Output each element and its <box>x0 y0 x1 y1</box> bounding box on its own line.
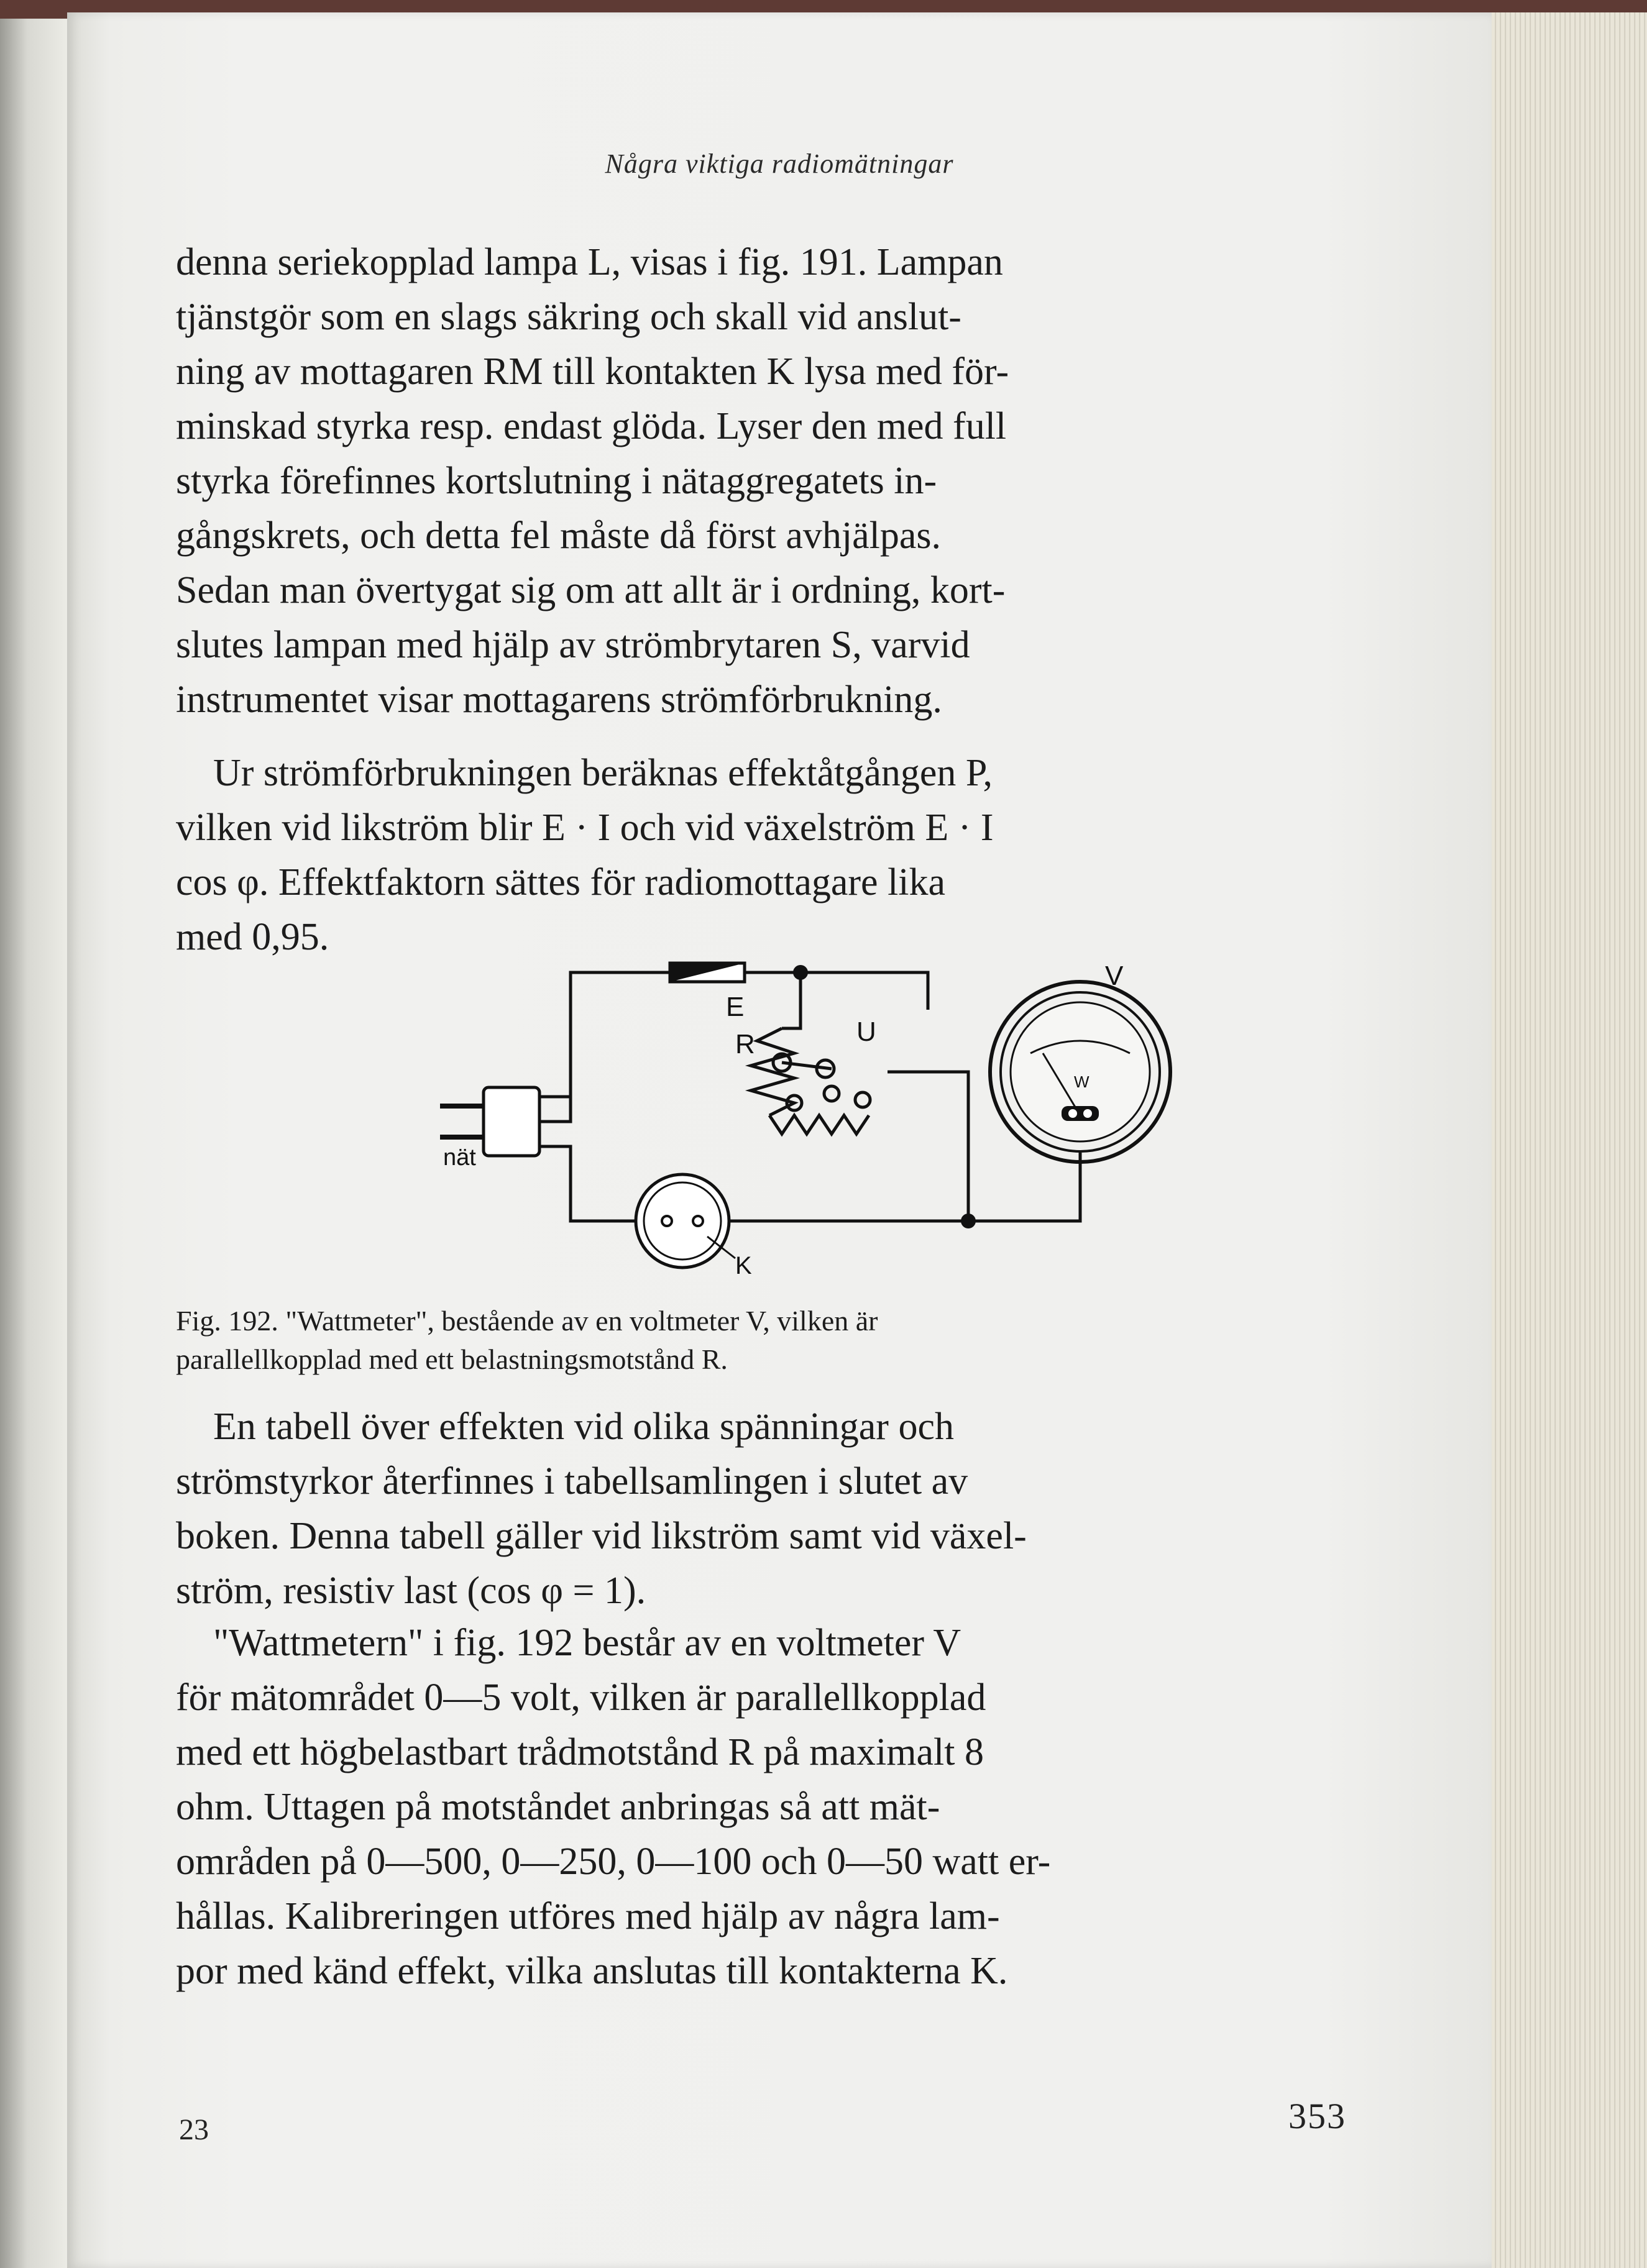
paragraph-1: denna seriekopplad lampa L, visas i fig. 191. Lampan tjänstgör som en slags säkring och skall vid anslut- ning av mottagaren RM till kontakten K lysa med för- minskad styrka resp. endast glöda. Lyser den med full styrka förefinnes kortslutning i nätaggregatets in- gångskrets, och detta fel måste då först avhjälpas. Sedan man övertygat sig om att allt är i ordning, kort- slutes lampan med hjälp av strömbrytaren S, varvid instrumentet visar mottagarens strömförbrukning. <box>176 241 1009 721</box>
figure-caption: Fig. 192. "Wattmeter", bestående av en voltmeter V, vilken är parallellkopplad med ett belastningsmotstånd R. <box>176 1305 878 1375</box>
label-v: V <box>1105 961 1124 991</box>
label-u: U <box>856 1017 876 1047</box>
running-header: Några viktiga radiomätningar <box>605 149 954 179</box>
left-page-edge <box>0 19 70 2268</box>
paragraph-3: En tabell över effekten vid olika spänningar och strömstyrkor återfinnes i tabellsamlingen i slutet av boken. Denna tabell gäller vid likström samt vid växel- ström, resistiv last (cos φ = 1). <box>176 1406 1027 1612</box>
resistor-e <box>670 963 745 982</box>
paragraph-4: "Wattmetern" i fig. 192 består av en voltmeter V för mätområdet 0—5 volt, vilken är parallellkopplad med ett högbelastbart trådmotstånd R på maximalt 8 ohm. Uttagen på motståndet anbringas så att mät- områden på 0—500, 0—250, 0—100 och 0—50 watt er- hållas. Kalibreringen utföres med hjälp av några lam- por med känd effekt, vilka anslutas till kontakterna K. <box>176 1622 1051 1992</box>
socket-k <box>636 1174 735 1268</box>
label-nat: nät <box>443 1145 476 1171</box>
label-k: K <box>735 1252 752 1279</box>
resistor-r-coil <box>751 1028 870 1134</box>
junction-dot <box>961 1214 976 1228</box>
page-stack-edges <box>1490 12 1647 2268</box>
wattmeter-circuit-diagram <box>397 948 1204 1296</box>
page-number: 353 <box>1288 2096 1346 2136</box>
circuit-wires <box>539 972 1080 1221</box>
paragraph-2: Ur strömförbrukningen beräknas effektåtgången P, vilken vid likström blir E · I och vid växelström E · I cos φ. Effektfaktorn sättes för radiomottagare lika med 0,95. <box>176 752 994 958</box>
junction-dot <box>793 965 808 980</box>
signature-mark: 23 <box>179 2113 209 2146</box>
book-page <box>67 12 1492 2268</box>
label-r: R <box>735 1029 755 1059</box>
label-e: E <box>726 992 745 1022</box>
label-w: W <box>1074 1072 1090 1091</box>
voltmeter <box>990 982 1170 1162</box>
